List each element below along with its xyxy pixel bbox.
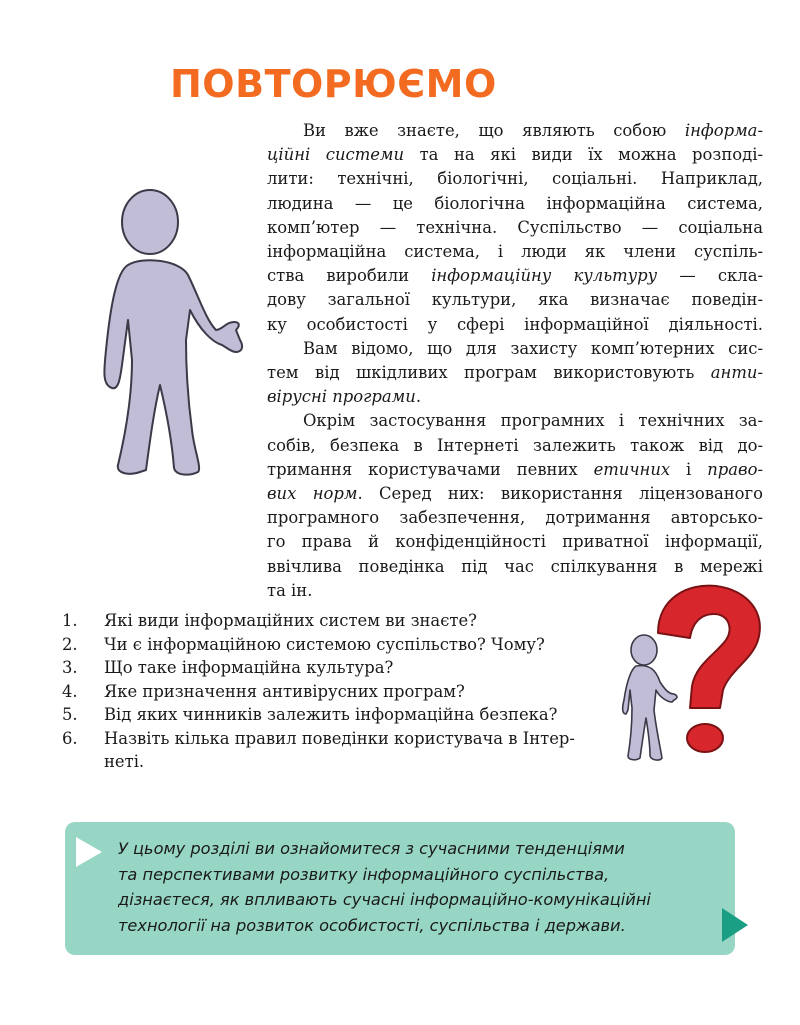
intro-term: право- bbox=[707, 459, 763, 479]
intro-line bbox=[267, 216, 763, 240]
intro-term: етичних bbox=[593, 459, 671, 479]
intro-text bbox=[267, 119, 763, 603]
intro-line bbox=[267, 264, 763, 288]
callout-line: У цьому розділі ви ознайомитеся з сучасними тенденціями bbox=[118, 839, 625, 858]
intro-segment: та на які види їх можна розподі- bbox=[404, 145, 763, 165]
intro-segment: . Серед них: використання ліцензованого bbox=[357, 484, 763, 504]
intro-segment: інформаційна система, і люди як члени суспіль- bbox=[267, 242, 763, 262]
question-number: 1. bbox=[62, 611, 78, 630]
question-item bbox=[62, 633, 602, 657]
callout-line: технології на розвиток особистості, суспільства і держави. bbox=[118, 915, 626, 935]
intro-line bbox=[267, 337, 763, 361]
question-item bbox=[62, 656, 602, 680]
intro-term: ційні системи bbox=[267, 145, 405, 165]
intro-segment: Вам відомо, що для захисту комп’ютерних сис- bbox=[303, 338, 763, 358]
intro-segment: — скла- bbox=[657, 266, 763, 286]
intro-line bbox=[267, 240, 763, 264]
intro-term: вірусні програми bbox=[267, 387, 416, 407]
question-mark-figure-illustration bbox=[598, 578, 773, 763]
triangle-right-icon bbox=[74, 835, 104, 869]
question-text: Що таке інформаційна культура? bbox=[104, 658, 394, 677]
intro-line bbox=[267, 434, 763, 458]
callout-line: дізнаєтеся, як впливають сучасні інформаційно-комунікаційні bbox=[118, 890, 651, 909]
question-text: Які види інформаційних систем ви знаєте? bbox=[104, 611, 477, 630]
intro-line bbox=[267, 313, 763, 337]
review-questions-list bbox=[62, 609, 602, 774]
intro-segment: дову загальної культури, яка визначає поведін- bbox=[267, 290, 763, 310]
question-item bbox=[62, 680, 602, 704]
intro-line bbox=[267, 482, 763, 506]
intro-term: інформаційну культуру bbox=[431, 266, 658, 286]
page-heading: ПОВТОРЮЄМО bbox=[170, 62, 497, 106]
intro-segment: ку особистості у сфері інформаційної діяльності. bbox=[267, 314, 763, 334]
intro-segment: тем від шкідливих програм використовують bbox=[267, 363, 711, 383]
intro-line bbox=[267, 555, 763, 579]
intro-segment: і bbox=[670, 459, 708, 479]
callout-text bbox=[118, 836, 698, 938]
intro-line bbox=[267, 409, 763, 433]
intro-segment: лити: технічні, біологічні, соціальні. Наприклад, bbox=[267, 169, 763, 189]
intro-segment: комп’ютер — технічна. Суспільство — соціальна bbox=[267, 217, 763, 237]
intro-line bbox=[267, 458, 763, 482]
callout-line: та перспективами розвитку інформаційного суспільства, bbox=[118, 864, 610, 884]
intro-line bbox=[267, 192, 763, 216]
question-item bbox=[62, 703, 602, 727]
intro-term: вих норм bbox=[267, 484, 358, 504]
intro-line bbox=[267, 361, 763, 385]
question-item bbox=[62, 727, 602, 774]
question-number: 4. bbox=[62, 681, 78, 701]
intro-segment: ства виробили bbox=[267, 266, 432, 286]
intro-term: інформа- bbox=[684, 121, 763, 140]
question-text: Назвіть кілька правил поведінки користувача в Інтер- неті. bbox=[104, 728, 575, 771]
intro-segment: людина — це біологічна інформаційна система, bbox=[267, 193, 763, 213]
intro-term: анти- bbox=[710, 363, 763, 383]
intro-segment: ввічлива поведінка під час спілкування в мережі bbox=[267, 556, 763, 576]
intro-segment: Ви вже знаєте, що являють собою bbox=[303, 121, 685, 140]
intro-line bbox=[267, 167, 763, 191]
question-number: 3. bbox=[62, 658, 78, 677]
intro-segment: собів, безпека в Інтернеті залежить також від до- bbox=[267, 435, 763, 455]
intro-segment: го права й конфіденційності приватної інформації, bbox=[267, 532, 763, 552]
chapter-intro-callout bbox=[65, 822, 735, 955]
question-text: Чи є інформаційною системою суспільство? Чому? bbox=[104, 634, 545, 654]
intro-segment: програмного забезпечення, дотримання авторсько- bbox=[267, 508, 763, 528]
intro-segment: та ін. bbox=[267, 580, 313, 600]
question-text: Яке призначення антивірусних програм? bbox=[104, 681, 465, 701]
person-figure-illustration bbox=[88, 180, 248, 480]
intro-segment: тримання користувачами певних bbox=[267, 459, 594, 479]
intro-segment: Окрім застосування програмних і технічних за- bbox=[303, 411, 763, 431]
intro-line bbox=[267, 506, 763, 530]
intro-line bbox=[267, 288, 763, 312]
triangle-right-icon bbox=[720, 906, 750, 944]
intro-line bbox=[267, 530, 763, 554]
intro-line bbox=[267, 385, 763, 409]
question-number: 2. bbox=[62, 634, 78, 654]
intro-segment: . bbox=[415, 387, 422, 407]
question-item bbox=[62, 609, 602, 633]
intro-line bbox=[267, 119, 763, 143]
question-number: 6. bbox=[62, 728, 78, 748]
intro-line bbox=[267, 143, 763, 167]
question-number: 5. bbox=[62, 705, 78, 724]
question-text: Від яких чинників залежить інформаційна безпека? bbox=[104, 705, 558, 724]
